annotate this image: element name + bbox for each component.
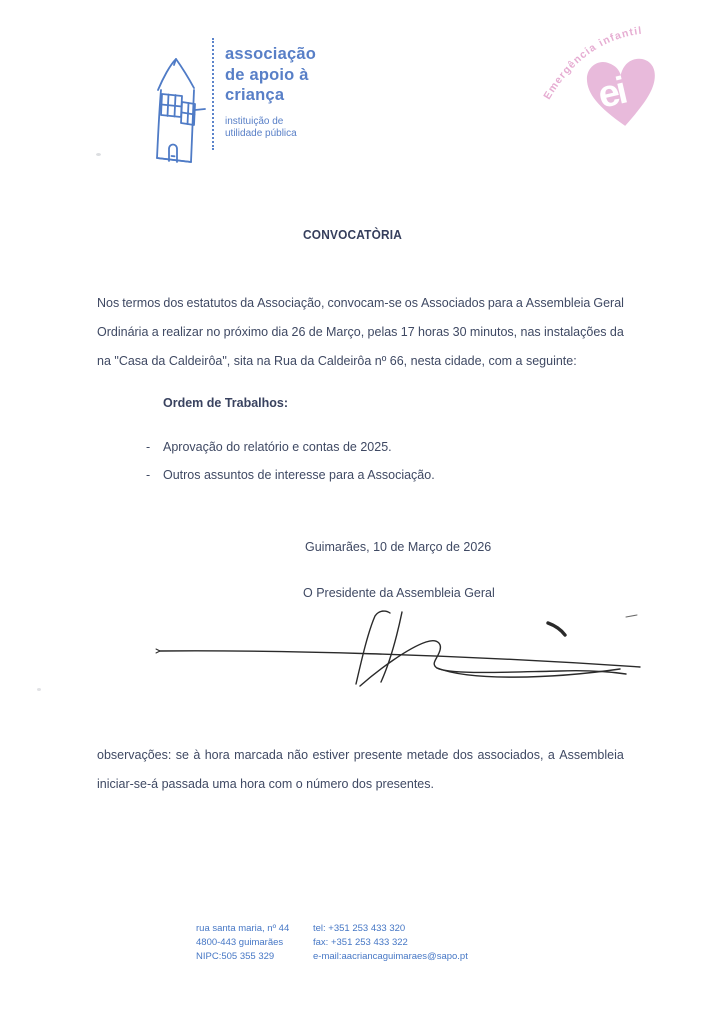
- signature-scribble: [150, 600, 650, 695]
- notes-paragraph: [97, 748, 624, 806]
- agenda-item: [146, 468, 435, 496]
- org-name-line: criança: [225, 86, 285, 104]
- intro-line: Ordinária a realizar no próximo dia 26 de Março, pelas 17 horas 30 minutos, nas instalações da: [97, 325, 624, 339]
- intro-line: Nos termos dos estatutos da Associação, convocam-se os Associados para a Assembleia Geral: [97, 296, 624, 310]
- org-name-block: [214, 34, 316, 141]
- agenda-list: [146, 440, 435, 496]
- doc-title: CONVOCATÒRIA: [303, 228, 403, 242]
- heart-initials: ei: [594, 70, 629, 117]
- org-logo: [148, 34, 316, 168]
- agenda-item: [146, 440, 435, 468]
- footer-contact: [313, 922, 468, 964]
- org-name-line: de apoio à: [225, 65, 309, 84]
- scan-speckle: [37, 688, 41, 691]
- dash-bullet: -: [146, 440, 151, 454]
- footer-address-line: rua santa maria, nº 44: [196, 923, 290, 934]
- tower-icon: [148, 52, 206, 168]
- notes-line: iniciar-se-á passada uma hora com o número dos presentes.: [97, 777, 434, 791]
- intro-paragraph: [97, 296, 624, 383]
- agenda-heading: Ordem de Trabalhos:: [163, 396, 289, 410]
- intro-line: na "Casa da Caldeirôa", sita na Rua da Caldeirôa nº 66, nesta cidade, com a seguinte:: [97, 354, 577, 368]
- footer-contact-line: fax: +351 253 433 322: [313, 937, 408, 948]
- date-line: Guimarães, 10 de Março de 2026: [305, 540, 492, 554]
- footer-address: [196, 922, 289, 964]
- notes-line: observações: se à hora marcada não estiver presente metade dos associados, a Assembleia: [97, 748, 624, 762]
- org-name-line: associação: [225, 45, 316, 63]
- org-subtitle-line: instituição de: [225, 115, 284, 127]
- emergency-stamp: [540, 18, 688, 138]
- heart-icon: [585, 57, 659, 128]
- footer-address-line: 4800-443 guimarães: [196, 937, 284, 948]
- agenda-item-text: Outros assuntos de interesse para a Associação.: [163, 468, 435, 482]
- agenda-item-text: Aprovação do relatório e contas de 2025.: [163, 440, 392, 454]
- signatory-title: O Presidente da Assembleia Geral: [303, 586, 495, 600]
- org-subtitle-line: utilidade pública: [225, 128, 297, 139]
- stamp-arc-text: Emergência infantil: [541, 24, 644, 102]
- footer-address-line: NIPC:505 355 329: [196, 951, 275, 962]
- dash-bullet: -: [146, 468, 151, 482]
- scan-speckle: [96, 153, 101, 156]
- footer-contact-line: tel: +351 253 433 320: [313, 923, 406, 934]
- footer-contact-line: e-mail:aacriancaguimaraes@sapo.pt: [313, 951, 468, 962]
